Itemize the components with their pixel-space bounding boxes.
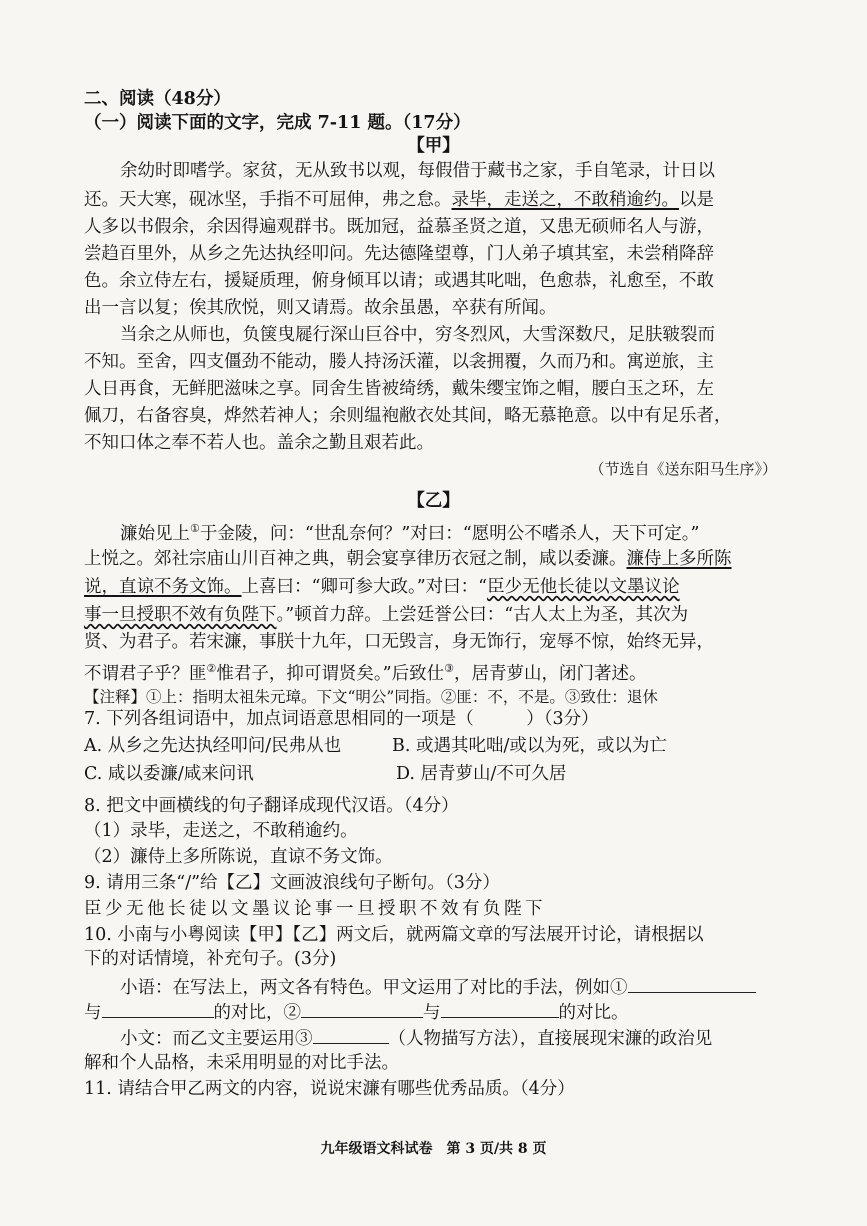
q10-line-4: 解和个人品格，未采用明显的对比手法。	[84, 1053, 399, 1073]
jia-heading: 【甲】	[407, 136, 460, 156]
yi-heading: 【乙】	[407, 491, 460, 511]
q7-option-d: D. 居青萝山/不可久居	[396, 764, 567, 784]
jia-text: 以是	[679, 190, 714, 210]
q10-line-3	[120, 1026, 712, 1050]
answer-blank-2b[interactable]	[441, 1000, 559, 1018]
jia-line-1: 余幼时即嗜学。家贫，无从致书以观，每假借于藏书之家，手自笔录，计日以	[120, 161, 715, 181]
q8-sentence-1: （1）录毕，走送之，不敢稍逾约。	[84, 821, 358, 841]
yi-line-1	[120, 518, 699, 545]
yi-line-2	[84, 548, 732, 570]
jia-source: （节选自《送东阳马生序》）	[589, 460, 777, 478]
q10-text: 与	[423, 1003, 441, 1023]
q10-text: （人物描写方法），直接展现宋濂的政治见	[388, 1029, 713, 1049]
q8-sentence-2: （2）濂侍上多所陈说，直谅不务文饰。	[84, 847, 393, 867]
section-title: 二、阅读（48分）	[84, 89, 231, 109]
jia-line-10: 佩刀，右备容臭，烨然若神人；余则缊袍敝衣处其间，略无慕艳意。以中有足乐者，	[84, 406, 732, 426]
yi-text: 不谓君子乎？匪	[84, 663, 207, 684]
answer-blank-1a[interactable]	[628, 975, 756, 993]
q10-line-1	[120, 975, 756, 999]
jia-line-8: 不知。至舍，四支僵劲不能动，媵人持汤沃灌，以衾拥覆，久而乃和。寓逆旅，主	[84, 352, 714, 372]
yi-text: 濂始见上	[120, 523, 190, 544]
answer-blank-1b[interactable]	[102, 1000, 214, 1018]
q8-stem: 8. 把文中画横线的句子翻译成现代汉语。（4分）	[84, 796, 459, 816]
yi-underlined-sentence: 濂侍上多所陈	[626, 549, 732, 569]
q7-option-b: B. 或遇其叱咄/或以为死，或以为亡	[392, 736, 667, 756]
answer-blank-3[interactable]	[313, 1026, 389, 1044]
part1-title: （一）阅读下面的文字，完成 7-11 题。（17分）	[84, 113, 471, 133]
answer-blank-2a[interactable]	[301, 1000, 423, 1018]
jia-underlined-sentence: 录毕，走送之，不敢稍逾约。	[451, 190, 679, 210]
footnote-marker-2: ②	[206, 662, 217, 675]
jia-line-5: 色。余立侍左右，援疑质理，俯身倾耳以请；或遇其叱咄，色愈恭，礼愈至，不敢	[84, 271, 714, 291]
q10-text: 的对比。	[558, 1003, 629, 1023]
jia-line-6: 出一言以复；俟其欣悦，则又请焉。故余虽愚，卒获有所闻。	[84, 298, 557, 318]
q11-stem: 11. 请结合甲乙两文的内容，说说宋濂有哪些优秀品质。（4分）	[84, 1079, 575, 1099]
jia-line-11: 不知口体之奉不若人也。盖余之勤且艰若此。	[84, 433, 434, 453]
jia-line-4: 尝趋百里外，从乡之先达执经叩问。先达德隆望尊，门人弟子填其室，未尝稍降辞	[84, 244, 714, 264]
jia-line-9: 人日再食，无鲜肥滋味之享。同舍生皆被绮绣，戴朱缨宝饰之帽，腰白玉之环，左	[84, 379, 714, 399]
jia-line-2	[84, 189, 714, 211]
q10-line-2	[84, 1000, 629, 1024]
q9-sentence: 臣少无他长徒以文墨议论事一旦授职不效有负陛下	[84, 899, 546, 919]
yi-line-5: 贤、为君子。若宋濂，事朕十九年，口无毁言，身无饰行，宠辱不惊，始终无异，	[84, 632, 714, 652]
yi-line-6	[84, 658, 646, 685]
yi-line-4	[84, 604, 688, 626]
jia-text: 还。天大寒，砚冰坚，手指不可屈伸，弗之怠。	[84, 190, 452, 210]
q10-text: 与	[84, 1003, 102, 1023]
yi-wavy-sentence: 臣少无他长徒以文墨议论	[487, 577, 680, 597]
q10-text: 小文：而乙文主要运用③	[120, 1029, 313, 1049]
yi-wavy-sentence: 事一旦授职不效有负陛下	[84, 605, 277, 625]
yi-text: 于金陵，问：“世乱奈何？”对曰：“愿明公不嗜杀人，天下可定。”	[199, 523, 700, 544]
yi-text: ，居青萝山，闭门著述。	[453, 663, 647, 684]
annotation: 【注释】①上：指明太祖朱元璋。下文“明公”同指。②匪：不，不是。③致仕：退休	[84, 688, 658, 706]
footnote-marker-1: ①	[190, 522, 200, 535]
q10-text: 小语：在写法上，两文各有特色。甲文运用了对比的手法，例如①	[120, 978, 628, 998]
q10-stem-1: 10. 小南与小粤阅读【甲】【乙】两文后，就两篇文章的写法展开讨论，请根据以	[84, 925, 704, 945]
yi-underlined-sentence: 说，直谅不务文饰。	[84, 577, 242, 597]
yi-text: 。”顿首力辞。上尝廷誉公曰：“古人太上为圣，其次为	[276, 605, 689, 625]
jia-line-3: 人多以书假余，余因得遍观群书。既加冠，益慕圣贤之道，又患无硕师名人与游，	[84, 217, 714, 237]
q10-text: 的对比，②	[213, 1003, 301, 1023]
footnote-marker-3: ③	[444, 662, 454, 675]
q10-stem-2: 下的对话情境，补充句子。(3分)	[84, 949, 337, 969]
jia-line-7: 当余之从师也，负箧曳屣行深山巨谷中，穷冬烈风，大雪深数尺，足肤皲裂而	[120, 325, 715, 345]
yi-line-3	[84, 576, 680, 598]
q9-stem: 9. 请用三条“/”给【乙】文画波浪线句子断句。（3分）	[84, 873, 500, 893]
yi-text: 惟君子，抑可谓贤矣。”后致仕	[216, 663, 445, 684]
yi-text: 上喜曰：“卿可参大政。”对曰：“	[241, 577, 488, 597]
q7-option-a: A. 从乡之先达执经叩问/民弗从也	[84, 736, 342, 756]
page-footer: 九年级语文科试卷 第 3 页/共 8 页	[320, 1141, 547, 1157]
yi-text: 上悦之。郊社宗庙山川百神之典，朝会宴享律历衣冠之制，咸以委濂。	[84, 549, 627, 569]
q7-option-c: C. 咸以委濂/咸来问讯	[84, 764, 254, 784]
q7-stem: 7. 下列各组词语中，加点词语意思相同的一项是（ ）（3分）	[84, 709, 599, 729]
